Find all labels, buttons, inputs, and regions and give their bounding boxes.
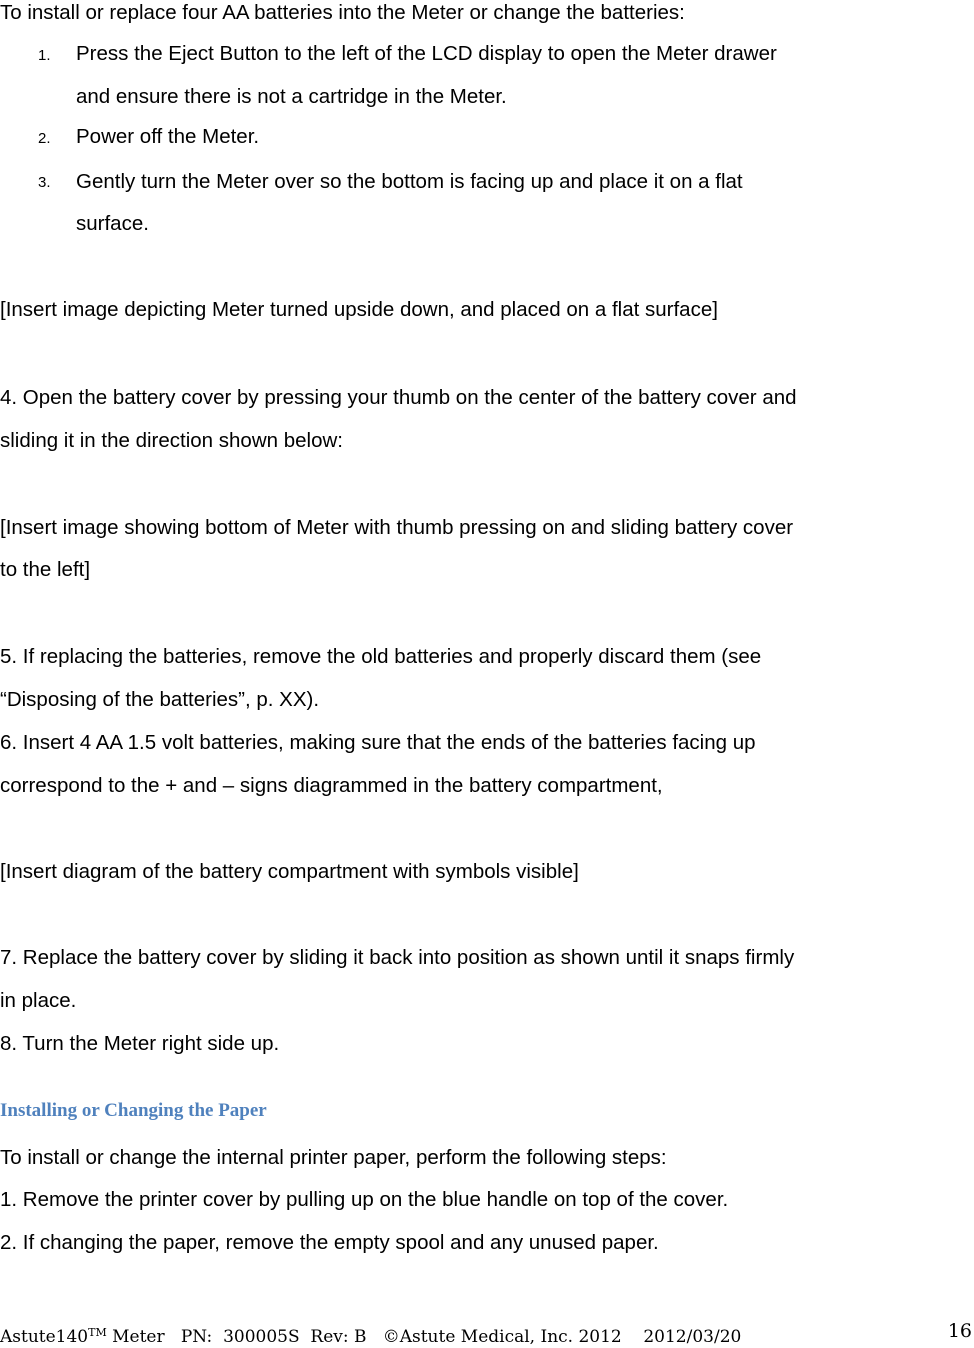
paper-step-2: 2. If changing the paper, remove the empty spool and any unused paper.: [0, 1231, 659, 1254]
image-placeholder-thumb-sliding: [Insert image showing bottom of Meter with thumb pressing on and sliding battery cover: [0, 516, 794, 539]
step-5-line-1: 5. If replacing the batteries, remove the old batteries and properly discard them (see: [0, 645, 762, 668]
step-6-line-2: correspond to the + and – signs diagrammed in the battery compartment,: [0, 774, 663, 797]
step-8: 8. Turn the Meter right side up.: [0, 1032, 280, 1055]
intro-text: To install or replace four AA batteries into the Meter or change the batteries:: [0, 1, 685, 24]
step-7-line-1: 7. Replace the battery cover by sliding it back into position as shown until it snaps firmly: [0, 946, 795, 969]
paper-intro: To install or change the internal printer paper, perform the following steps:: [0, 1146, 667, 1169]
step-4-line-1: 4. Open the battery cover by pressing your thumb on the center of the battery cover and: [0, 386, 797, 409]
step-2-line-1: Power off the Meter.: [76, 125, 260, 148]
page-number: 16: [947, 1320, 972, 1342]
footer-product: Astute140: [0, 1327, 89, 1347]
step-5-line-2: “Disposing of the batteries”, p. XX).: [0, 688, 320, 711]
step-1-line-1: Press the Eject Button to the left of the LCD display to open the Meter drawer: [76, 42, 777, 65]
step-7-line-2: in place.: [0, 989, 77, 1012]
image-placeholder-upside-down: [Insert image depicting Meter turned upside down, and placed on a flat surface]: [0, 298, 718, 321]
step-2-number: 2.: [38, 130, 51, 147]
step-6-line-1: 6. Insert 4 AA 1.5 volt batteries, making sure that the ends of the batteries facing up: [0, 731, 756, 754]
image-placeholder-battery-compartment: [Insert diagram of the battery compartment with symbols visible]: [0, 860, 579, 883]
step-3-number: 3.: [38, 174, 51, 191]
image-placeholder-thumb-sliding-cont: to the left]: [0, 558, 91, 581]
step-1-line-2: and ensure there is not a cartridge in the Meter.: [76, 85, 507, 108]
footer-trademark: TM: [88, 1326, 107, 1339]
step-1-number: 1.: [38, 47, 51, 64]
step-3-line-1: Gently turn the Meter over so the bottom is facing up and place it on a flat: [76, 170, 743, 193]
section-heading-paper: Installing or Changing the Paper: [0, 1100, 267, 1121]
paper-step-1: 1. Remove the printer cover by pulling up on the blue handle on top of the cover.: [0, 1188, 729, 1211]
page-footer: [0, 1322, 741, 1348]
step-4-line-2: sliding it in the direction shown below:: [0, 429, 343, 452]
footer-details: Meter PN: 300005S Rev: B ©Astute Medical, Inc. 2012 2012/03/20: [106, 1327, 742, 1347]
step-3-line-2: surface.: [76, 212, 149, 235]
